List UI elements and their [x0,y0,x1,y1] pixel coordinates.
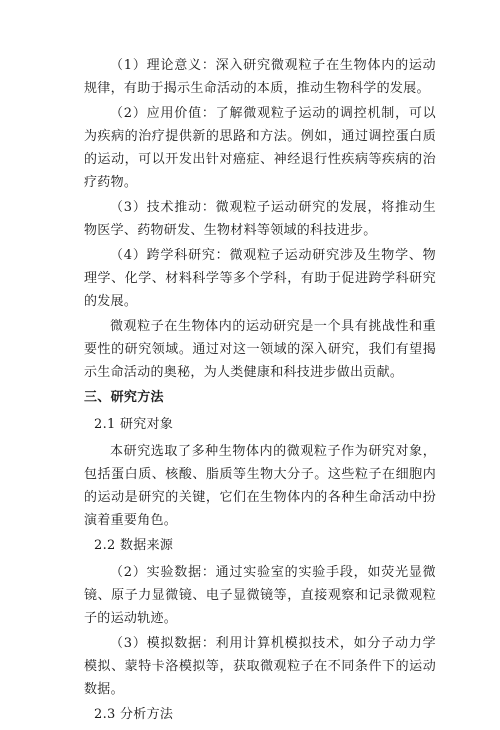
document-body [84,54,436,730]
subheading-research-object: 2.1 研究对象 [94,417,174,432]
para-summary: 微观粒子在生物体内的运动研究是一个具有挑战性和重要性的研究领域。通过对这一领域的深入研究，我们有望揭示生命活动的奥秘，为人类健康和科技进步做出贡献。 [84,319,436,380]
para-application-value: （2）应用价值：了解微观粒子运动的调控机制，可以为疾病的治疗提供新的思路和方法。例如，通过调控蛋白质的运动，可以开发出针对癌症、神经退行性疾病等疾病的治疗药物。 [84,106,436,190]
para-theory-significance: （1）理论意义：深入研究微观粒子在生物体内的运动规律，有助于揭示生命活动的本质，推动生物科学的发展。 [84,58,436,96]
para-research-object: 本研究选取了多种生物体内的微观粒子作为研究对象，包括蛋白质、核酸、脂质等生物大分子。这些粒子在细胞内的运动是研究的关键，它们在生物体内的各种生命活动中扮演着重要角色。 [84,444,436,528]
para-simulation-data: （3）模拟数据：利用计算机模拟技术，如分子动力学模拟、蒙特卡洛模拟等，获取微观粒子在不同条件下的运动数据。 [84,636,436,697]
para-interdisciplinary: （4）跨学科研究：微观粒子运动研究涉及生物学、物理学、化学、材料科学等多个学科，有助于促进跨学科研究的发展。 [84,248,436,309]
subheading-analysis-method: 2.3 分析方法 [94,707,174,722]
para-tech-promotion: （3）技术推动：微观粒子运动研究的发展，将推动生物医学、药物研发、生物材料等领域的科技进步。 [84,200,436,238]
heading-research-methods: 三、研究方法 [84,390,164,405]
subheading-data-source: 2.2 数据来源 [94,538,174,553]
para-experimental-data: （2）实验数据：通过实验室的实验手段，如荧光显微镜、原子力显微镜、电子显微镜等，直接观察和记录微观粒子的运动轨迹。 [84,565,436,626]
